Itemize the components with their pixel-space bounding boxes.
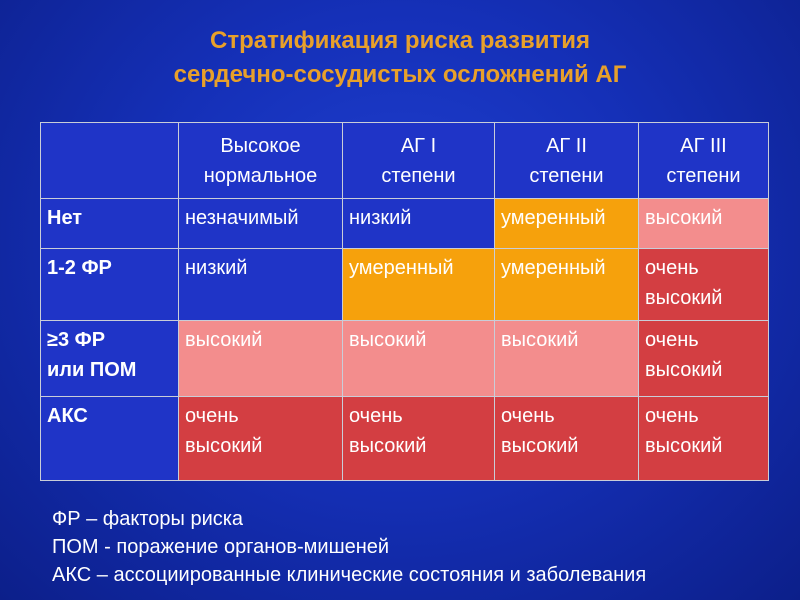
column-header-line: Высокое [220, 134, 301, 157]
risk-cell-line: низкий [185, 257, 248, 279]
column-header [343, 123, 495, 199]
risk-cell [495, 321, 639, 397]
row-header-line: АКС [47, 405, 88, 427]
risk-cell [495, 249, 639, 321]
slide-title-line-2: сердечно-сосудистых осложнений АГ [173, 61, 627, 88]
column-header-line: степени [666, 164, 741, 187]
risk-cell-line: высокий [349, 329, 427, 351]
risk-cell-line: высокий [645, 435, 723, 457]
legend-item: ФР – факторы риска [52, 508, 244, 530]
column-header [179, 123, 343, 199]
risk-cell-line: высокий [501, 329, 579, 351]
risk-cell-line: высокий [185, 329, 263, 351]
table-row [41, 249, 769, 321]
risk-cell [179, 249, 343, 321]
risk-cell-line: умеренный [349, 257, 454, 279]
row-header-line: 1-2 ФР [47, 257, 112, 279]
column-header [639, 123, 769, 199]
risk-cell [343, 321, 495, 397]
risk-cell [495, 397, 639, 481]
risk-cell-line: умеренный [501, 207, 606, 229]
table-row [41, 321, 769, 397]
risk-cell [343, 397, 495, 481]
row-header [41, 199, 179, 249]
row-header-line: Нет [47, 207, 83, 229]
column-header-line: степени [529, 164, 604, 187]
risk-cell [343, 199, 495, 249]
risk-cell-line: очень [645, 329, 699, 351]
risk-cell-line: высокий [349, 435, 427, 457]
column-header-line: АГ II [546, 134, 587, 157]
risk-cell [639, 321, 769, 397]
risk-cell-line: очень [349, 405, 403, 427]
risk-cell-line: высокий [645, 287, 723, 309]
risk-cell-line: очень [501, 405, 555, 427]
risk-cell [179, 321, 343, 397]
risk-cell [639, 249, 769, 321]
row-header [41, 397, 179, 481]
risk-cell-line: низкий [349, 207, 412, 229]
legend-item: АКС – ассоциированные клинические состояния и заболевания [52, 564, 647, 586]
row-header-line: или ПОМ [47, 359, 137, 381]
table-header-row [41, 123, 769, 199]
risk-cell-line: высокий [501, 435, 579, 457]
risk-cell-line: очень [645, 405, 699, 427]
legend-item: ПОМ - поражение органов-мишеней [52, 536, 390, 558]
slide-title-line-1: Стратификация риска развития [210, 27, 590, 54]
column-header-line: АГ III [680, 134, 727, 157]
row-header [41, 321, 179, 397]
risk-cell [495, 199, 639, 249]
column-header-line: степени [381, 164, 456, 187]
column-header-line: АГ I [400, 134, 437, 157]
corner-cell [41, 123, 179, 199]
risk-cell-line: умеренный [501, 257, 606, 279]
column-header-line: нормальное [203, 164, 318, 187]
risk-cell-line: незначимый [185, 207, 299, 229]
row-header [41, 249, 179, 321]
risk-cell [639, 397, 769, 481]
table-row [41, 199, 769, 249]
slide-title [0, 24, 800, 92]
risk-cell-line: высокий [645, 207, 723, 229]
risk-cell [343, 249, 495, 321]
risk-cell [179, 397, 343, 481]
row-header-line: ≥3 ФР [47, 329, 106, 351]
column-header [495, 123, 639, 199]
abbreviation-legend [52, 505, 646, 589]
risk-cell [179, 199, 343, 249]
table-row [41, 397, 769, 481]
risk-cell-line: высокий [185, 435, 263, 457]
risk-stratification-table [40, 122, 769, 481]
risk-cell-line: очень [185, 405, 239, 427]
risk-cell-line: очень [645, 257, 699, 279]
risk-cell-line: высокий [645, 359, 723, 381]
risk-cell [639, 199, 769, 249]
